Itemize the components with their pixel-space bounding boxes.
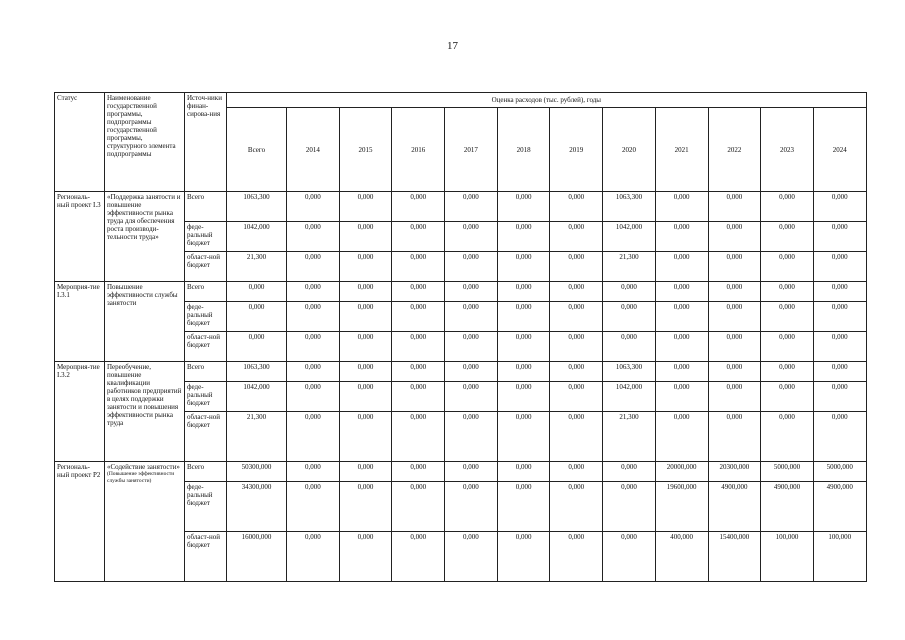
header-source: Источ-ники финан-сирова-ния xyxy=(185,93,227,192)
cell-2020: 0,000 xyxy=(603,282,656,302)
cell-2024: 0,000 xyxy=(813,412,866,462)
cell-2015: 0,000 xyxy=(339,282,392,302)
cell-2024: 0,000 xyxy=(813,382,866,412)
row-source: Всего xyxy=(185,282,227,302)
cell-2017: 0,000 xyxy=(445,482,498,532)
cell-2021: 0,000 xyxy=(655,302,708,332)
header-col-2019: 2019 xyxy=(550,108,603,192)
cell-2021: 0,000 xyxy=(655,362,708,382)
row-name: «Поддержка занятости и повышение эффективности рынка труда для обеспечения роста производи-тельности труда» xyxy=(105,192,185,282)
cell-2020: 1042,000 xyxy=(603,382,656,412)
cell-2021: 0,000 xyxy=(655,252,708,282)
cell-2020: 0,000 xyxy=(603,302,656,332)
row-name: Переобучение, повышение квалификации работников предприятий в целях поддержки занятости и повышения эффективности рынка труда xyxy=(105,362,185,462)
header-col-2021: 2021 xyxy=(655,108,708,192)
table-row xyxy=(55,462,867,482)
row-source: феде-ральный бюджет xyxy=(185,302,227,332)
header-col-2023: 2023 xyxy=(761,108,814,192)
cell-2022: 0,000 xyxy=(708,382,761,412)
cell-2014: 0,000 xyxy=(287,482,340,532)
cell-2015: 0,000 xyxy=(339,362,392,382)
cell-2020: 21,300 xyxy=(603,412,656,462)
cell-2019: 0,000 xyxy=(550,192,603,222)
header-col-total: Всего xyxy=(227,108,287,192)
cell-2022: 15400,000 xyxy=(708,532,761,582)
cell-2023: 100,000 xyxy=(761,532,814,582)
cell-2018: 0,000 xyxy=(497,532,550,582)
cell-total: 1063,300 xyxy=(227,362,287,382)
cell-2019: 0,000 xyxy=(550,222,603,252)
cell-2024: 0,000 xyxy=(813,282,866,302)
cell-2015: 0,000 xyxy=(339,332,392,362)
cell-2017: 0,000 xyxy=(445,222,498,252)
header-col-2024: 2024 xyxy=(813,108,866,192)
cell-2022: 0,000 xyxy=(708,252,761,282)
cell-2018: 0,000 xyxy=(497,382,550,412)
cell-total: 16000,000 xyxy=(227,532,287,582)
row-status: Региональ-ный проект P2 xyxy=(55,462,105,582)
cell-2024: 0,000 xyxy=(813,362,866,382)
cell-2014: 0,000 xyxy=(287,532,340,582)
cell-2014: 0,000 xyxy=(287,302,340,332)
cell-2018: 0,000 xyxy=(497,282,550,302)
cell-2014: 0,000 xyxy=(287,282,340,302)
cell-2022: 0,000 xyxy=(708,222,761,252)
cell-2022: 0,000 xyxy=(708,412,761,462)
cell-2021: 0,000 xyxy=(655,412,708,462)
cell-2021: 0,000 xyxy=(655,382,708,412)
cell-2022: 0,000 xyxy=(708,332,761,362)
header-row-group xyxy=(55,93,867,108)
cell-2022: 20300,000 xyxy=(708,462,761,482)
cell-2016: 0,000 xyxy=(392,332,445,362)
cell-2017: 0,000 xyxy=(445,532,498,582)
cell-2021: 20000,000 xyxy=(655,462,708,482)
cell-2023: 0,000 xyxy=(761,362,814,382)
cell-2016: 0,000 xyxy=(392,412,445,462)
cell-2022: 0,000 xyxy=(708,362,761,382)
table-row xyxy=(55,362,867,382)
header-col-2014: 2014 xyxy=(287,108,340,192)
cell-2019: 0,000 xyxy=(550,252,603,282)
page-number: 17 xyxy=(447,40,458,52)
cell-2022: 0,000 xyxy=(708,302,761,332)
cell-2016: 0,000 xyxy=(392,382,445,412)
cell-2018: 0,000 xyxy=(497,482,550,532)
header-name: Наименование государственной программы, подпрограммы государственной программы, структурного элемента подпрограммы xyxy=(105,93,185,192)
cell-2021: 400,000 xyxy=(655,532,708,582)
cell-2016: 0,000 xyxy=(392,282,445,302)
cell-2019: 0,000 xyxy=(550,462,603,482)
cell-total: 34300,000 xyxy=(227,482,287,532)
cell-2014: 0,000 xyxy=(287,462,340,482)
cell-2020: 21,300 xyxy=(603,252,656,282)
row-status: Мероприя-тие I.3.1 xyxy=(55,282,105,362)
cell-2024: 0,000 xyxy=(813,302,866,332)
cell-total: 0,000 xyxy=(227,282,287,302)
header-status: Статус xyxy=(55,93,105,192)
cell-2017: 0,000 xyxy=(445,252,498,282)
cell-2023: 0,000 xyxy=(761,282,814,302)
cell-2024: 0,000 xyxy=(813,252,866,282)
cell-2018: 0,000 xyxy=(497,332,550,362)
cell-2018: 0,000 xyxy=(497,302,550,332)
header-expenditure-group: Оценка расходов (тыс. рублей), годы xyxy=(227,93,867,108)
cell-2018: 0,000 xyxy=(497,192,550,222)
header-col-2015: 2015 xyxy=(339,108,392,192)
cell-2014: 0,000 xyxy=(287,332,340,362)
cell-2017: 0,000 xyxy=(445,382,498,412)
cell-2015: 0,000 xyxy=(339,252,392,282)
cell-2020: 0,000 xyxy=(603,482,656,532)
cell-2017: 0,000 xyxy=(445,302,498,332)
header-col-2022: 2022 xyxy=(708,108,761,192)
header-col-2018: 2018 xyxy=(497,108,550,192)
cell-2015: 0,000 xyxy=(339,382,392,412)
cell-2021: 0,000 xyxy=(655,192,708,222)
cell-2018: 0,000 xyxy=(497,222,550,252)
cell-2021: 19600,000 xyxy=(655,482,708,532)
cell-2023: 0,000 xyxy=(761,222,814,252)
cell-total: 50300,000 xyxy=(227,462,287,482)
row-source: област-ной бюджет xyxy=(185,412,227,462)
row-source: феде-ральный бюджет xyxy=(185,482,227,532)
cell-2016: 0,000 xyxy=(392,192,445,222)
cell-2018: 0,000 xyxy=(497,362,550,382)
cell-2024: 5000,000 xyxy=(813,462,866,482)
cell-2023: 5000,000 xyxy=(761,462,814,482)
cell-2016: 0,000 xyxy=(392,222,445,252)
cell-2014: 0,000 xyxy=(287,412,340,462)
row-source: Всего xyxy=(185,362,227,382)
cell-2017: 0,000 xyxy=(445,192,498,222)
cell-total: 0,000 xyxy=(227,302,287,332)
table-row xyxy=(55,282,867,302)
cell-2019: 0,000 xyxy=(550,332,603,362)
cell-2014: 0,000 xyxy=(287,252,340,282)
cell-total: 21,300 xyxy=(227,412,287,462)
cell-2023: 0,000 xyxy=(761,302,814,332)
cell-2020: 0,000 xyxy=(603,462,656,482)
cell-2019: 0,000 xyxy=(550,302,603,332)
row-source: Всего xyxy=(185,192,227,222)
cell-2015: 0,000 xyxy=(339,532,392,582)
cell-2024: 0,000 xyxy=(813,192,866,222)
cell-2016: 0,000 xyxy=(392,302,445,332)
row-source: област-ной бюджет xyxy=(185,332,227,362)
cell-2021: 0,000 xyxy=(655,222,708,252)
header-col-2017: 2017 xyxy=(445,108,498,192)
cell-2017: 0,000 xyxy=(445,412,498,462)
row-status: Мероприя-тие I.3.2 xyxy=(55,362,105,462)
cell-2022: 0,000 xyxy=(708,192,761,222)
cell-total: 0,000 xyxy=(227,332,287,362)
cell-2019: 0,000 xyxy=(550,362,603,382)
cell-2018: 0,000 xyxy=(497,252,550,282)
cell-2021: 0,000 xyxy=(655,332,708,362)
row-source: област-ной бюджет xyxy=(185,252,227,282)
row-name xyxy=(105,462,185,582)
cell-total: 1042,000 xyxy=(227,382,287,412)
cell-2014: 0,000 xyxy=(287,382,340,412)
cell-2016: 0,000 xyxy=(392,362,445,382)
cell-total: 1063,300 xyxy=(227,192,287,222)
cell-2017: 0,000 xyxy=(445,282,498,302)
cell-2017: 0,000 xyxy=(445,462,498,482)
cell-2022: 0,000 xyxy=(708,282,761,302)
cell-2015: 0,000 xyxy=(339,222,392,252)
expenditure-table xyxy=(54,92,867,582)
cell-total: 1042,000 xyxy=(227,222,287,252)
cell-2020: 0,000 xyxy=(603,332,656,362)
row-source: феде-ральный бюджет xyxy=(185,222,227,252)
row-status: Региональ-ный проект I.3 xyxy=(55,192,105,282)
cell-2018: 0,000 xyxy=(497,412,550,462)
cell-2020: 1063,300 xyxy=(603,192,656,222)
cell-2014: 0,000 xyxy=(287,362,340,382)
row-source: феде-ральный бюджет xyxy=(185,382,227,412)
header-col-2016: 2016 xyxy=(392,108,445,192)
cell-2016: 0,000 xyxy=(392,532,445,582)
cell-2017: 0,000 xyxy=(445,362,498,382)
cell-2023: 0,000 xyxy=(761,252,814,282)
cell-2024: 0,000 xyxy=(813,222,866,252)
cell-2020: 1063,300 xyxy=(603,362,656,382)
cell-2023: 0,000 xyxy=(761,192,814,222)
cell-2019: 0,000 xyxy=(550,382,603,412)
cell-2015: 0,000 xyxy=(339,302,392,332)
row-name: Повышение эффективности службы занятости xyxy=(105,282,185,362)
cell-2024: 100,000 xyxy=(813,532,866,582)
cell-2023: 0,000 xyxy=(761,412,814,462)
cell-2014: 0,000 xyxy=(287,222,340,252)
cell-2015: 0,000 xyxy=(339,482,392,532)
cell-2019: 0,000 xyxy=(550,412,603,462)
cell-2022: 4900,000 xyxy=(708,482,761,532)
row-source: Всего xyxy=(185,462,227,482)
cell-2014: 0,000 xyxy=(287,192,340,222)
row-name-note: (Повышение эффективности службы занятости) xyxy=(107,471,175,484)
cell-2016: 0,000 xyxy=(392,482,445,532)
cell-2020: 0,000 xyxy=(603,532,656,582)
cell-2023: 0,000 xyxy=(761,382,814,412)
cell-2015: 0,000 xyxy=(339,462,392,482)
cell-2020: 1042,000 xyxy=(603,222,656,252)
cell-2023: 4900,000 xyxy=(761,482,814,532)
cell-2019: 0,000 xyxy=(550,282,603,302)
cell-2023: 0,000 xyxy=(761,332,814,362)
row-name-text: «Содействие занятости» xyxy=(107,463,180,471)
cell-2018: 0,000 xyxy=(497,462,550,482)
cell-2019: 0,000 xyxy=(550,532,603,582)
cell-2016: 0,000 xyxy=(392,462,445,482)
cell-2021: 0,000 xyxy=(655,282,708,302)
cell-total: 21,300 xyxy=(227,252,287,282)
cell-2019: 0,000 xyxy=(550,482,603,532)
cell-2015: 0,000 xyxy=(339,412,392,462)
cell-2024: 4900,000 xyxy=(813,482,866,532)
cell-2017: 0,000 xyxy=(445,332,498,362)
cell-2015: 0,000 xyxy=(339,192,392,222)
cell-2024: 0,000 xyxy=(813,332,866,362)
table-row xyxy=(55,192,867,222)
header-col-2020: 2020 xyxy=(603,108,656,192)
row-source: област-ной бюджет xyxy=(185,532,227,582)
cell-2016: 0,000 xyxy=(392,252,445,282)
